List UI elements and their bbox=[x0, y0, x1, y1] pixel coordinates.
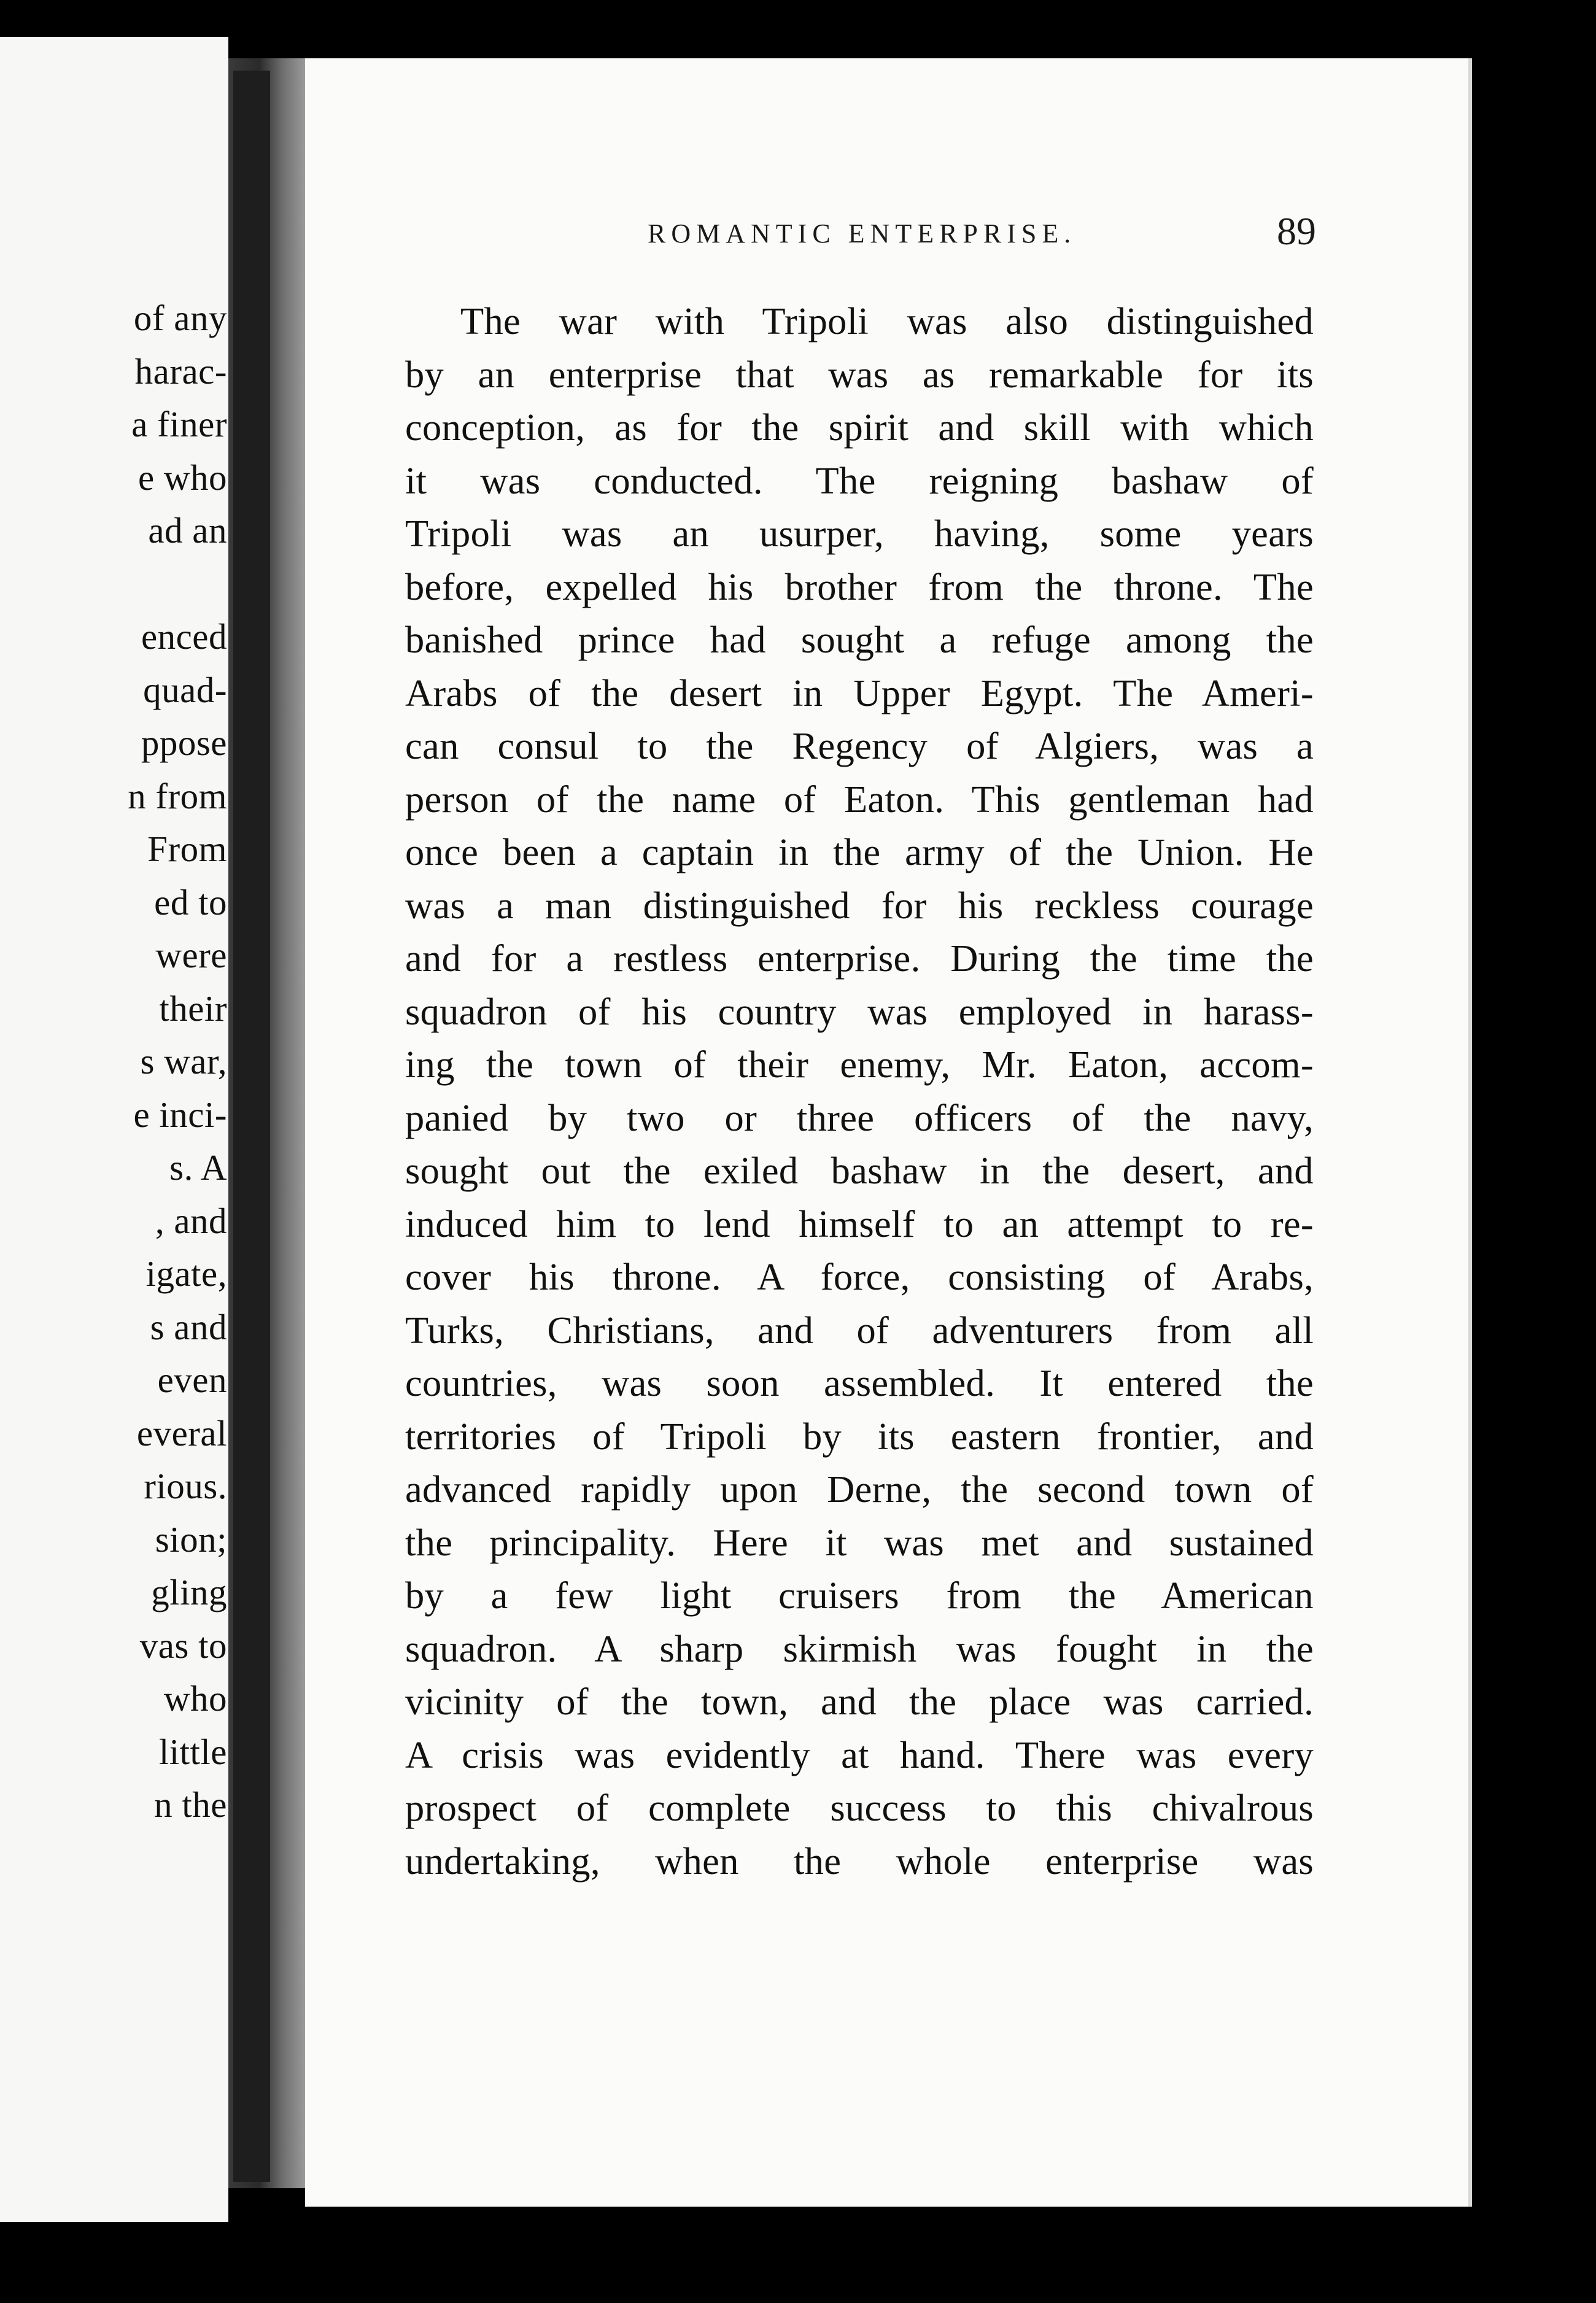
facing-page-line: s. A bbox=[169, 1147, 227, 1188]
facing-page-line: From bbox=[147, 829, 227, 869]
facing-page-line: enced bbox=[141, 616, 227, 657]
text-line: person of the name of Eaton. This gentleman had bbox=[405, 777, 1314, 821]
book-gutter-fold bbox=[233, 71, 270, 2182]
facing-page-line: , and bbox=[155, 1200, 227, 1241]
facing-page-line: were bbox=[155, 935, 227, 975]
facing-page-line: s and bbox=[150, 1306, 227, 1347]
facing-page-line: e who bbox=[138, 457, 227, 498]
text-line: induced him to lend himself to an attempt to re- bbox=[405, 1202, 1314, 1245]
text-line: undertaking, when the whole enterprise was bbox=[405, 1839, 1314, 1883]
text-line: Arabs of the desert in Upper Egypt. The Ameri- bbox=[405, 671, 1314, 714]
text-line: countries, was soon assembled. It entered the bbox=[405, 1361, 1314, 1404]
text-line: squadron. A sharp skirmish was fought in the bbox=[405, 1627, 1314, 1670]
page-edge bbox=[1468, 58, 1472, 2207]
facing-page-line: rious. bbox=[144, 1466, 227, 1506]
facing-page-left bbox=[0, 37, 228, 2222]
text-line: and for a restless enterprise. During the time the bbox=[405, 937, 1314, 980]
facing-page-line: everal bbox=[136, 1412, 227, 1453]
text-line: vicinity of the town, and the place was carried. bbox=[405, 1680, 1314, 1723]
facing-page-line: n from bbox=[128, 775, 227, 816]
page-body-text bbox=[405, 295, 1314, 1887]
text-line: sought out the exiled bashaw in the desert, and bbox=[405, 1149, 1314, 1192]
facing-page-line: e inci- bbox=[133, 1094, 227, 1135]
facing-page-line: igate, bbox=[145, 1253, 227, 1294]
text-line: before, expelled his brother from the throne. The bbox=[405, 565, 1314, 608]
facing-page-line: who bbox=[163, 1678, 227, 1719]
text-line: advanced rapidly upon Derne, the second town of bbox=[405, 1468, 1314, 1511]
facing-page-line: vas to bbox=[139, 1625, 227, 1666]
facing-page-line: gling bbox=[151, 1572, 227, 1612]
text-line: by a few light cruisers from the American bbox=[405, 1574, 1314, 1617]
text-line: A crisis was evidently at hand. There was every bbox=[405, 1733, 1314, 1776]
facing-page-line: ad an bbox=[148, 510, 227, 551]
running-head: ROMANTIC ENTERPRISE. bbox=[648, 219, 1077, 249]
text-line: conception, as for the spirit and skill with which bbox=[405, 406, 1314, 449]
text-line: banished prince had sought a refuge among the bbox=[405, 618, 1314, 661]
facing-page-line: ed to bbox=[154, 881, 227, 923]
text-line: panied by two or three officers of the navy, bbox=[405, 1096, 1314, 1139]
facing-page-line: sion; bbox=[155, 1519, 227, 1560]
facing-page-line: n the bbox=[154, 1784, 227, 1825]
facing-page-line bbox=[0, 557, 227, 611]
facing-page-line: their bbox=[159, 988, 227, 1029]
text-line: can consul to the Regency of Algiers, was a bbox=[405, 724, 1314, 767]
text-line: by an enterprise that was as remarkable for its bbox=[405, 352, 1314, 396]
facing-page-line: a finer bbox=[131, 404, 227, 444]
facing-page-line: of any bbox=[133, 298, 227, 338]
facing-page-line: little bbox=[158, 1731, 227, 1772]
facing-page-line: harac- bbox=[134, 350, 227, 392]
text-line: it was conducted. The reigning bashaw of bbox=[405, 459, 1314, 502]
facing-page-line: even bbox=[157, 1360, 227, 1400]
text-line: prospect of complete success to this chivalrous bbox=[405, 1786, 1314, 1829]
facing-page-text bbox=[0, 292, 227, 1832]
text-line: squadron of his country was employed in harass- bbox=[405, 989, 1314, 1033]
facing-page-line: s war, bbox=[140, 1041, 227, 1082]
text-line: the principality. Here it was met and sustained bbox=[405, 1520, 1314, 1564]
text-line: The war with Tripoli was also distinguished bbox=[460, 300, 1314, 343]
text-line: cover his throne. A force, consisting of Arabs, bbox=[405, 1255, 1314, 1298]
text-line: territories of Tripoli by its eastern frontier, and bbox=[405, 1414, 1314, 1458]
text-line: Tripoli was an usurper, having, some years bbox=[405, 512, 1314, 555]
facing-page-line: quad- bbox=[143, 669, 227, 710]
text-line: ing the town of their enemy, Mr. Eaton, accom- bbox=[405, 1043, 1314, 1086]
text-line: was a man distinguished for his reckless courage bbox=[405, 883, 1314, 927]
text-line: Turks, Christians, and of adventurers from all bbox=[405, 1308, 1314, 1352]
facing-page-line: ppose bbox=[141, 722, 227, 763]
text-line: once been a captain in the army of the Union. He bbox=[405, 830, 1314, 873]
page-number: 89 bbox=[1277, 209, 1316, 253]
